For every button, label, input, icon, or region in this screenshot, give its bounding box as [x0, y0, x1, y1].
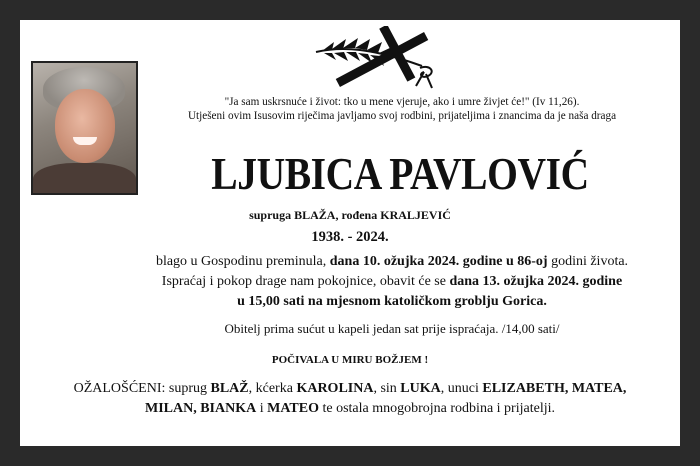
- quote-line-1: "Ja sam uskrsnuće i život: tko u mene vjeruje, ako i umre živjet će!" (Iv 11,26).: [224, 96, 580, 108]
- rest-in-peace: POČIVALA U MIRU BOŽJEM !: [271, 354, 429, 366]
- obituary-card: [20, 20, 680, 446]
- life-years: 1938. - 2024.: [311, 229, 389, 245]
- mourners-line-2: MILAN, BIANKA i MATEO te ostala mnogobrojna rodbina i prijatelji.: [145, 401, 555, 416]
- deceased-name: LJUBICA PAVLOVIĆ: [211, 148, 589, 199]
- bible-quote: [142, 95, 662, 123]
- funeral-place: u 15,00 sati na mjesnom katoličkom groblju Gorica.: [237, 294, 547, 309]
- deceased-portrait: [31, 61, 138, 195]
- death-line: blago u Gospodinu preminula, dana 10. ožujka 2024. godine u 86-oj godini života.: [155, 254, 629, 269]
- quote-line-2: Utješeni ovim Isusovim riječima javljamo svoj rodbini, prijateljima i znancima da je naša draga: [187, 110, 617, 122]
- mourners-line-1: OŽALOŠĆENI: suprug BLAŽ, kćerka KAROLINA, sin LUKA, unuci ELIZABETH, MATEA,: [73, 381, 627, 396]
- funeral-line: Ispraćaj i pokop drage nam pokojnice, obavit će se dana 13. ožujka 2024. godine: [161, 274, 623, 289]
- spouse-line: supruga BLAŽA, rođena KRALJEVIĆ: [249, 208, 451, 222]
- condolences-line: Obitelj prima sućut u kapeli jedan sat prije ispraćaja. /14,00 sati/: [224, 321, 560, 336]
- cross-with-palm-icon: [312, 26, 442, 90]
